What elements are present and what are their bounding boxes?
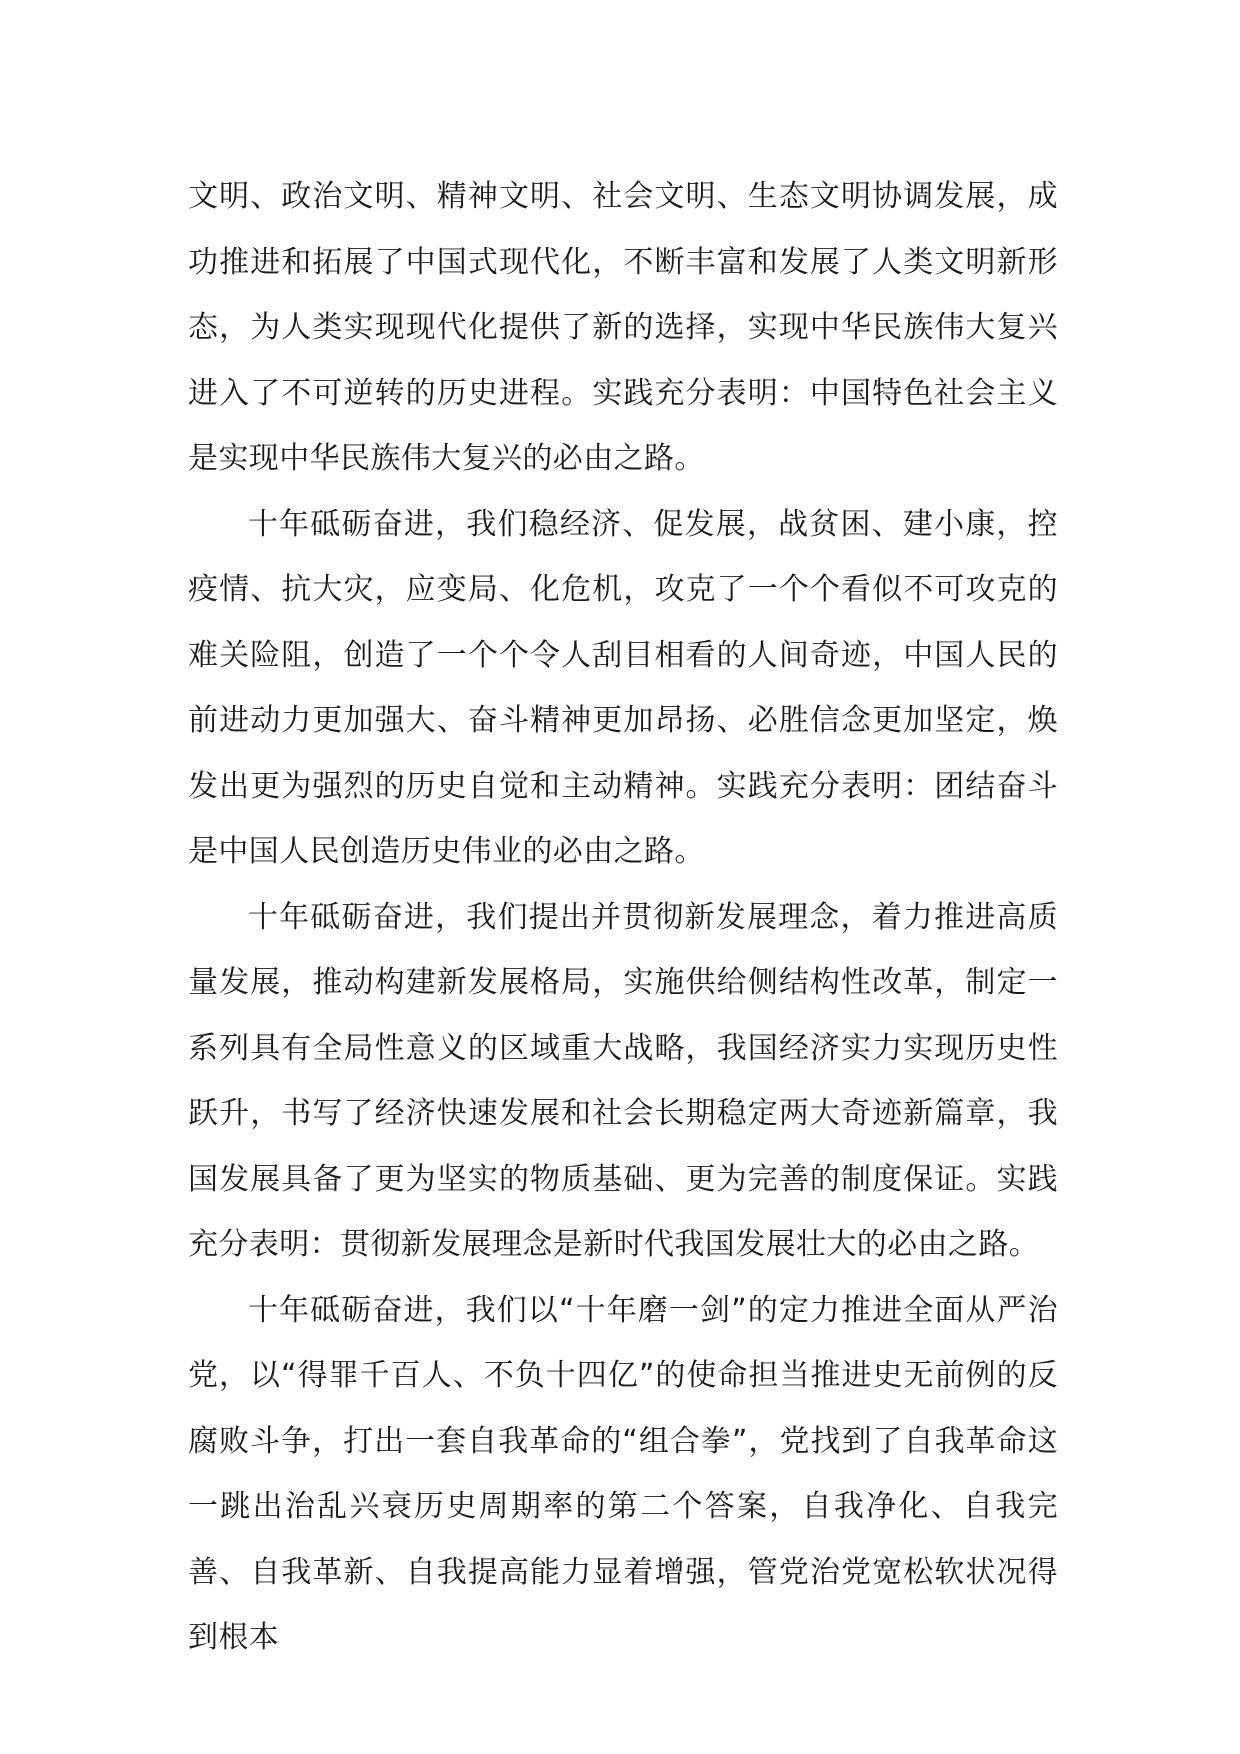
paragraph-4: 十年砥砺奋进，我们以“十年磨一剑”的定力推进全面从严治党，以“得罪千百人、不负十四亿”的使命担当推进史无前例的反腐败斗争，打出一套自我革命的“组合拳”，党找到了自我革命这一跳出治乱兴衰历史周期率的第二个答案，自我净化、自我完善、自我革新、自我提高能力显着增强，管党治党宽松软状况得到根本 — [188, 1292, 1058, 1655]
paragraph-2: 十年砥砺奋进，我们稳经济、促发展，战贫困、建小康，控疫情、抗大灾，应变局、化危机，攻克了一个个看似不可攻克的难关险阻，创造了一个个令人刮目相看的人间奇迹，中国人民的前进动力更加强大、奋斗精神更加昂扬、必胜信念更加坚定，焕发出更为强烈的历史自觉和主动精神。实践充分表明：团结奋斗是中国人民创造历史伟业的必由之路。 — [188, 506, 1058, 869]
paragraph-1: 文明、政治文明、精神文明、社会文明、生态文明协调发展，成功推进和拓展了中国式现代化，不断丰富和发展了人类文明新形态，为人类实现现代化提供了新的选择，实现中华民族伟大复兴进入了不可逆转的历史进程。实践充分表明：中国特色社会主义是实现中华民族伟大复兴的必由之路。 — [188, 179, 1058, 476]
paragraph-3: 十年砥砺奋进，我们提出并贯彻新发展理念，着力推进高质量发展，推动构建新发展格局，实施供给侧结构性改革，制定一系列具有全局性意义的区域重大战略，我国经济实力实现历史性跃升，书写了经济快速发展和社会长期稳定两大奇迹新篇章，我国发展具备了更为坚实的物质基础、更为完善的制度保证。实践充分表明：贯彻新发展理念是新时代我国发展壮大的必由之路。 — [188, 899, 1058, 1262]
body-text — [188, 164, 1058, 1671]
